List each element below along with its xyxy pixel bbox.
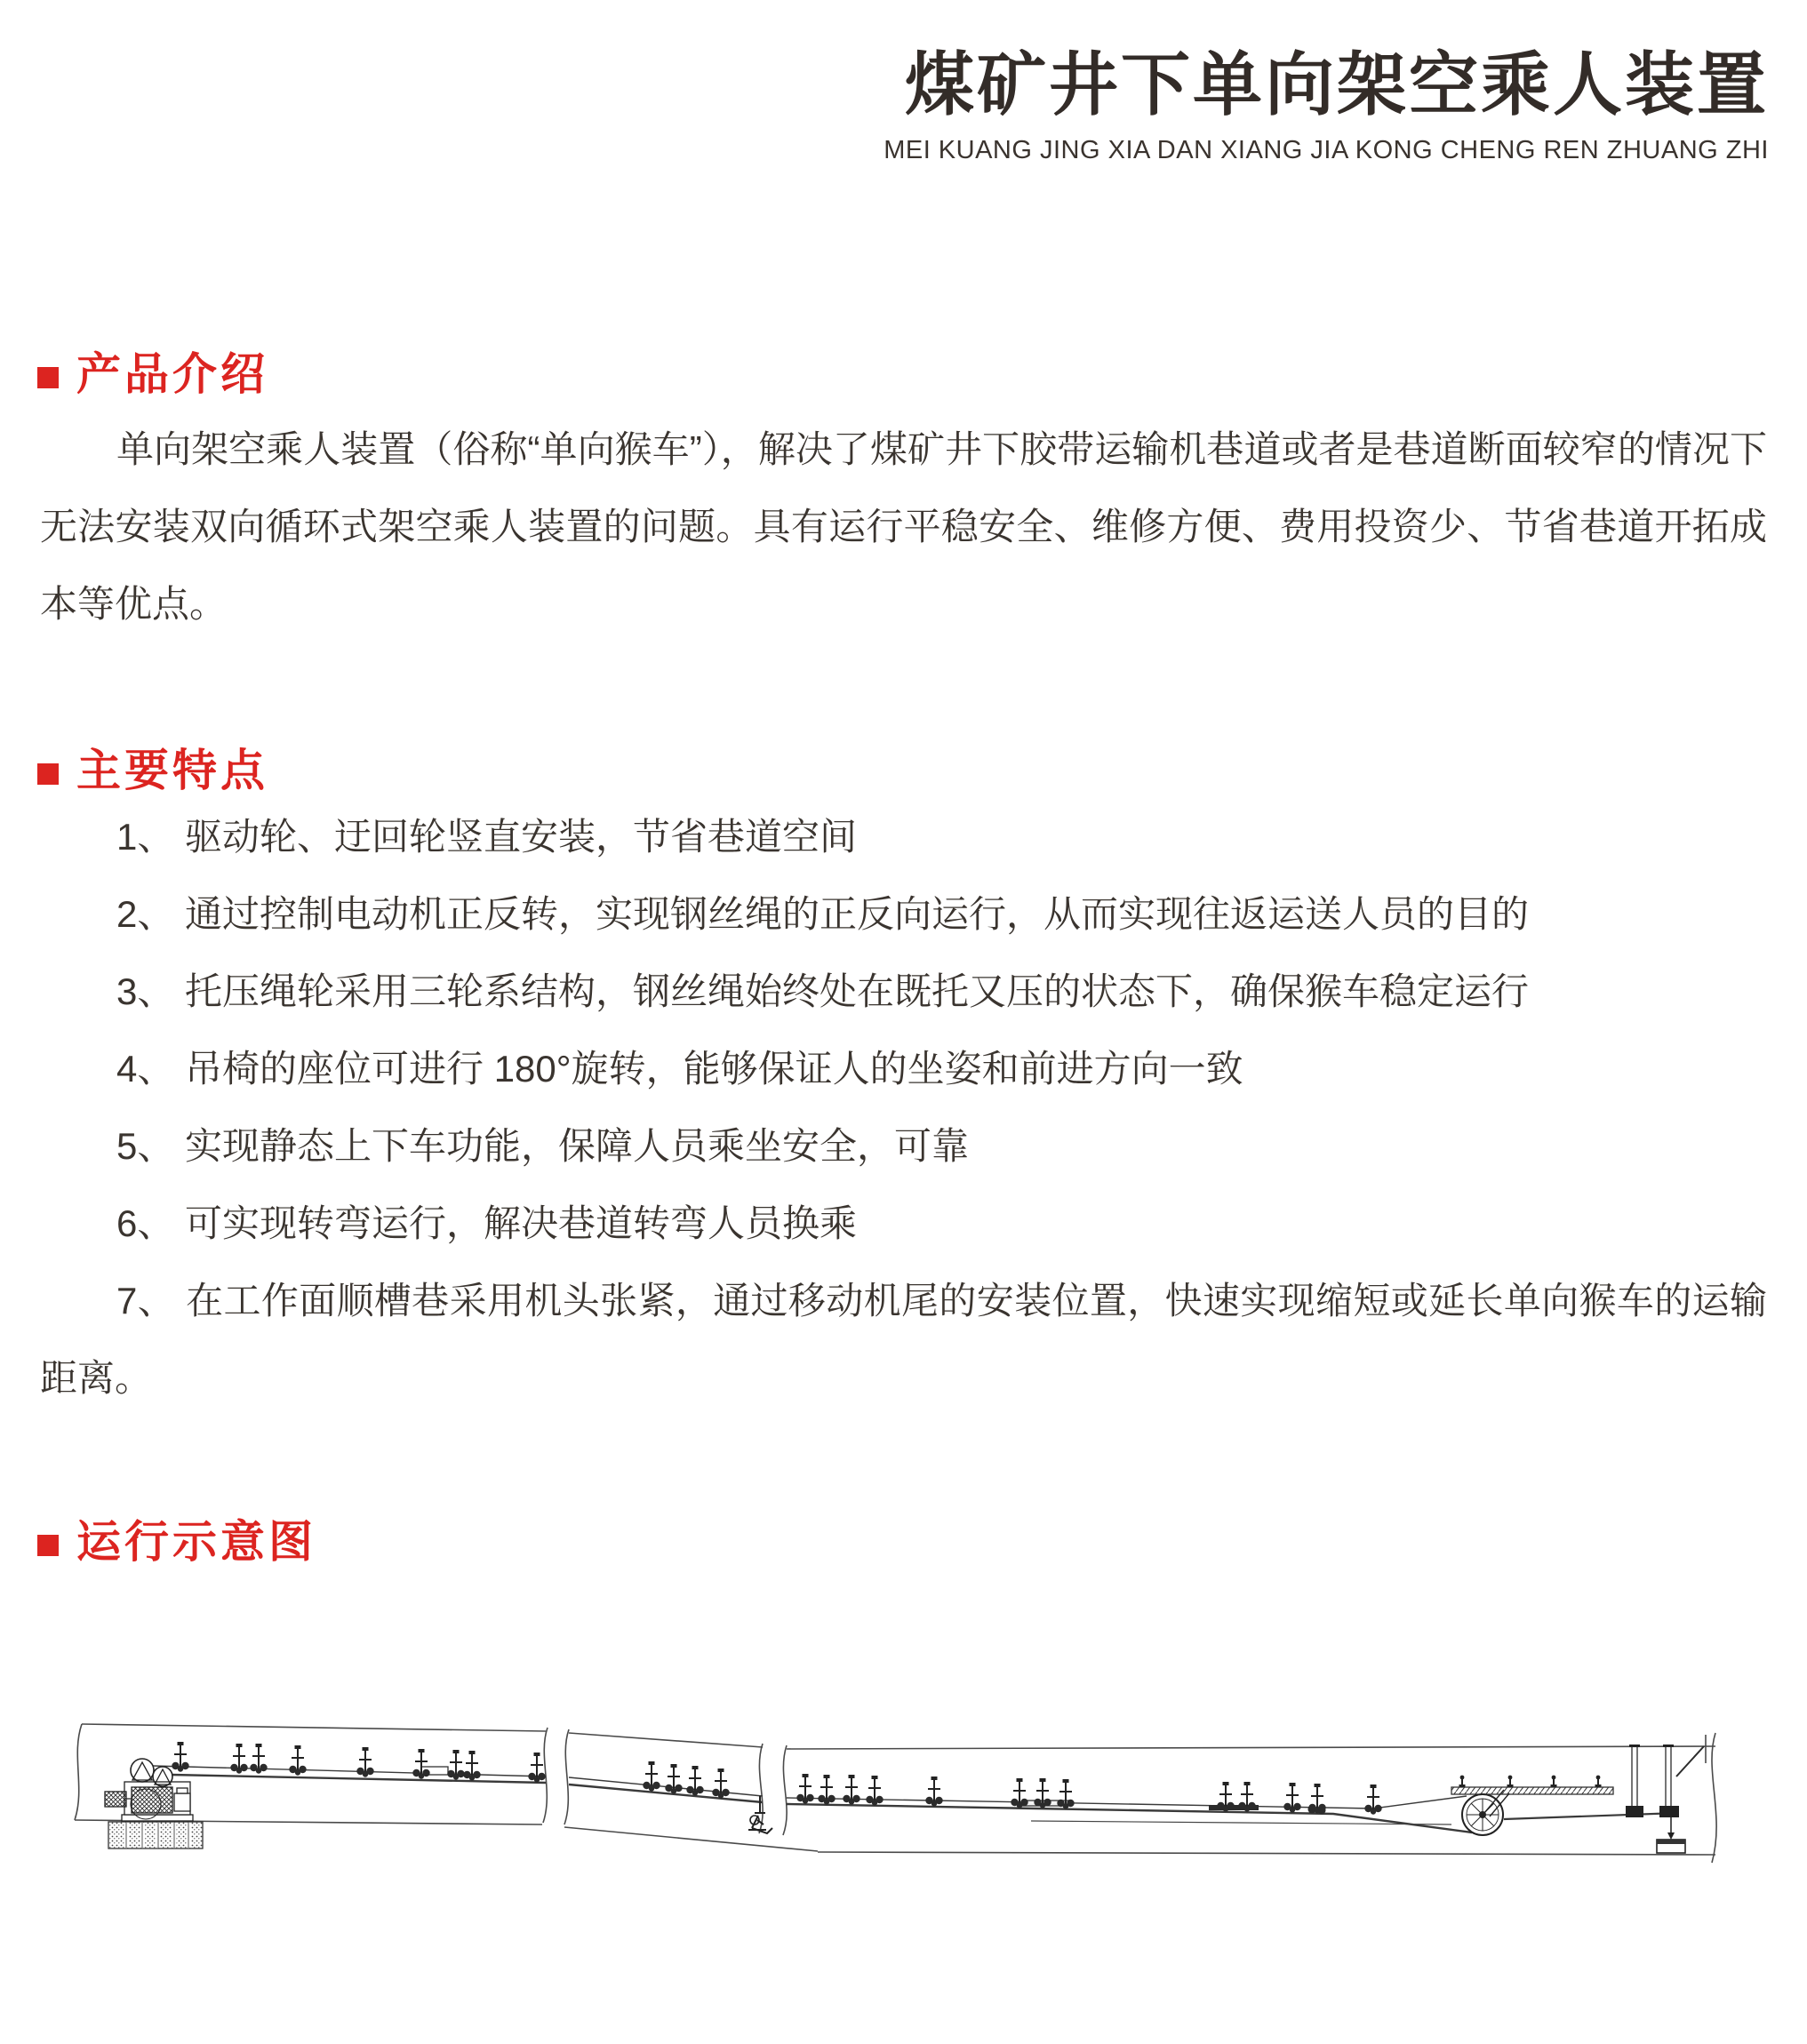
red-square-bullet-icon xyxy=(37,1535,59,1556)
section-heading-diagram xyxy=(37,1517,316,1567)
page-title: 煤矿井下单向架空乘人装置 xyxy=(904,45,1769,124)
page-subtitle-pinyin: MEI KUANG JING XIA DAN XIANG JIA KONG CHENG REN ZHUANG ZHI xyxy=(884,135,1769,164)
intro-paragraph xyxy=(40,411,1767,643)
section-heading-label: 主要特点 xyxy=(76,746,268,795)
feature-item: 7、 在工作面顺槽巷采用机头张紧，通过移动机尾的安装位置，快速实现缩短或延长单向猴车的运输距离。 xyxy=(40,1280,1767,1399)
feature-item: 2、 通过控制电动机正反转，实现钢丝绳的正反向运行，从而实现往返运送人员的目的 xyxy=(116,893,1530,935)
features-list xyxy=(40,798,1767,1417)
feature-item: 4、 吊椅的座位可进行 180°旋转，能够保证人的坐姿和前进方向一致 xyxy=(116,1048,1243,1090)
red-square-bullet-icon xyxy=(37,367,59,388)
section-heading-intro xyxy=(37,349,268,399)
section-heading-label: 运行示意图 xyxy=(76,1517,316,1567)
intro-paragraph-text: 单向架空乘人装置（俗称“单向猴车”），解决了煤矿井下胶带运输机巷道或者是巷道断面较窄的情况下无法安装双向循环式架空乘人装置的问题。具有运行平稳安全、维修方便、费用投资少、节省巷道开拓成本等优点。 xyxy=(40,428,1767,625)
drive-station xyxy=(105,1759,203,1848)
feature-item: 1、 驱动轮、迂回轮竖直安装，节省巷道空间 xyxy=(116,816,858,858)
feature-item: 6、 可实现转弯运行，解决巷道转弯人员换乘 xyxy=(116,1202,858,1244)
section-heading-label: 产品介绍 xyxy=(76,349,268,399)
section-heading-features xyxy=(37,748,268,793)
return-wheel-assembly xyxy=(1451,1776,1613,1835)
operation-diagram xyxy=(0,1671,1807,1937)
feature-item: 5、 实现静态上下车功能，保障人员乘坐安全，可靠 xyxy=(116,1125,970,1167)
red-square-bullet-icon xyxy=(37,763,59,785)
title-block xyxy=(884,45,1769,165)
feature-item: 3、 托压绳轮采用三轮系结构，钢丝绳始终处在既托又压的状态下，确保猴车稳定运行 xyxy=(116,970,1530,1012)
tension-device xyxy=(1626,1745,1704,1853)
